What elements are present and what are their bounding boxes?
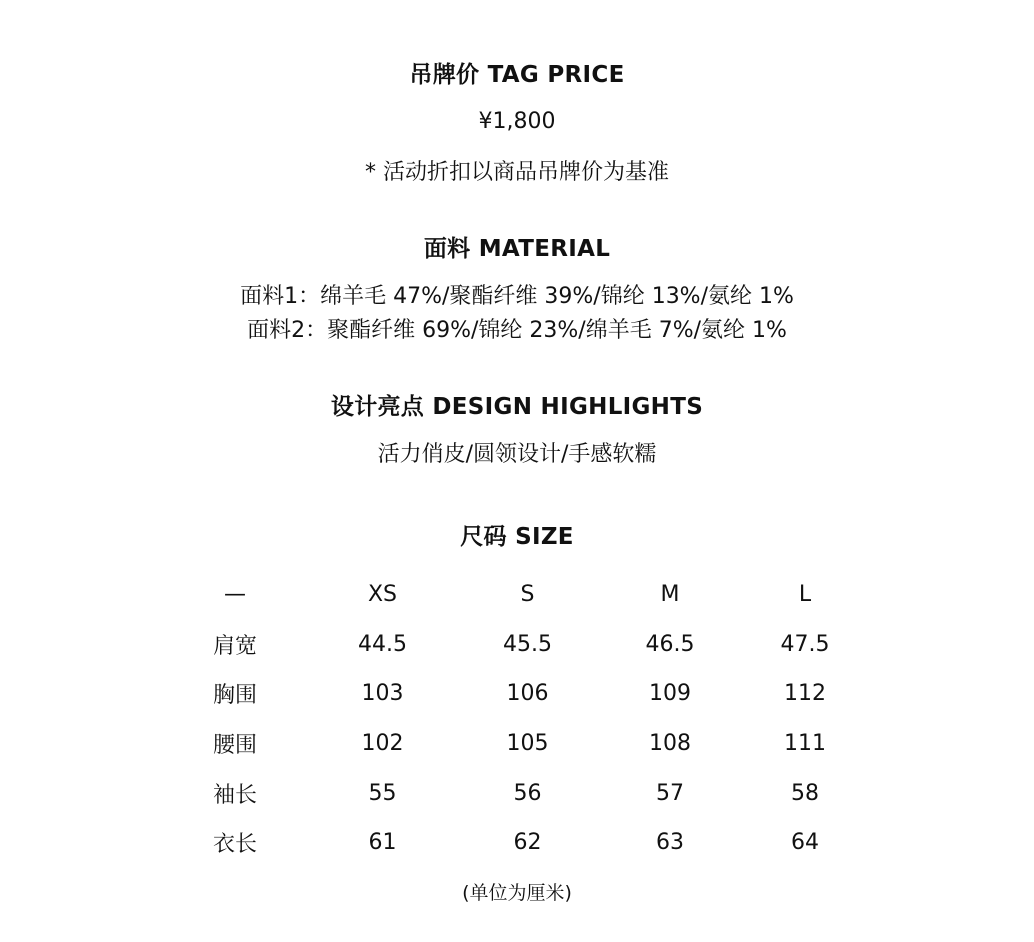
- table-cell: 57: [656, 780, 684, 806]
- table-cell: 44.5: [358, 631, 407, 657]
- table-cell: 61: [368, 830, 397, 856]
- material-heading: 面料 MATERIAL: [423, 236, 611, 262]
- size-header-cell: L: [798, 582, 812, 608]
- tag-price-heading: 吊牌价 TAG PRICE: [409, 62, 625, 88]
- size-table: [160, 570, 870, 868]
- size-heading: 尺码 SIZE: [460, 524, 574, 550]
- size-header-cell: S: [520, 582, 535, 608]
- size-header-cell: XS: [367, 582, 398, 608]
- table-cell: 47.5: [780, 631, 830, 657]
- material-line-2: 面料2：聚酯纤维 69%/锦纶 23%/绵羊毛 7%/氨纶 1%: [247, 318, 787, 343]
- table-row: [160, 719, 870, 769]
- table-cell: 111: [784, 731, 826, 757]
- table-cell: 106: [506, 681, 549, 707]
- table-cell: 46.5: [645, 631, 695, 657]
- table-cell: 103: [361, 681, 404, 707]
- table-cell: 45.5: [503, 631, 552, 657]
- size-header-cell: —: [224, 582, 246, 608]
- table-cell: 102: [361, 731, 404, 757]
- tag-price-note: * 活动折扣以商品吊牌价为基准: [365, 160, 669, 185]
- table-cell: 105: [506, 731, 549, 757]
- design-heading: 设计亮点 DESIGN HIGHLIGHTS: [330, 394, 704, 420]
- measurement-label: 肩宽: [212, 633, 257, 659]
- measurement-label: 袖长: [212, 782, 257, 808]
- table-row: [160, 669, 870, 719]
- design-text: 活力俏皮/圆领设计/手感软糯: [377, 442, 657, 467]
- size-table-header-row: [160, 570, 870, 620]
- table-row: [160, 768, 870, 818]
- table-cell: 109: [649, 681, 691, 707]
- size-header-cell: M: [660, 582, 680, 608]
- table-row: [160, 620, 870, 670]
- measurement-label: 胸围: [212, 683, 257, 709]
- table-row: [160, 818, 870, 868]
- measurement-label: 衣长: [212, 832, 257, 858]
- tag-price-value: ¥1,800: [478, 109, 556, 134]
- table-cell: 112: [784, 681, 826, 707]
- measurement-label: 腰围: [212, 733, 257, 759]
- table-cell: 56: [513, 780, 542, 806]
- table-cell: 63: [656, 830, 684, 856]
- table-cell: 62: [513, 830, 542, 856]
- table-cell: 64: [791, 830, 819, 856]
- table-cell: 108: [649, 731, 691, 757]
- table-cell: 55: [368, 780, 397, 806]
- unit-note: (单位为厘米): [462, 882, 572, 904]
- table-cell: 58: [791, 780, 819, 806]
- material-line-1: 面料1：绵羊毛 47%/聚酯纤维 39%/锦纶 13%/氨纶 1%: [240, 284, 794, 309]
